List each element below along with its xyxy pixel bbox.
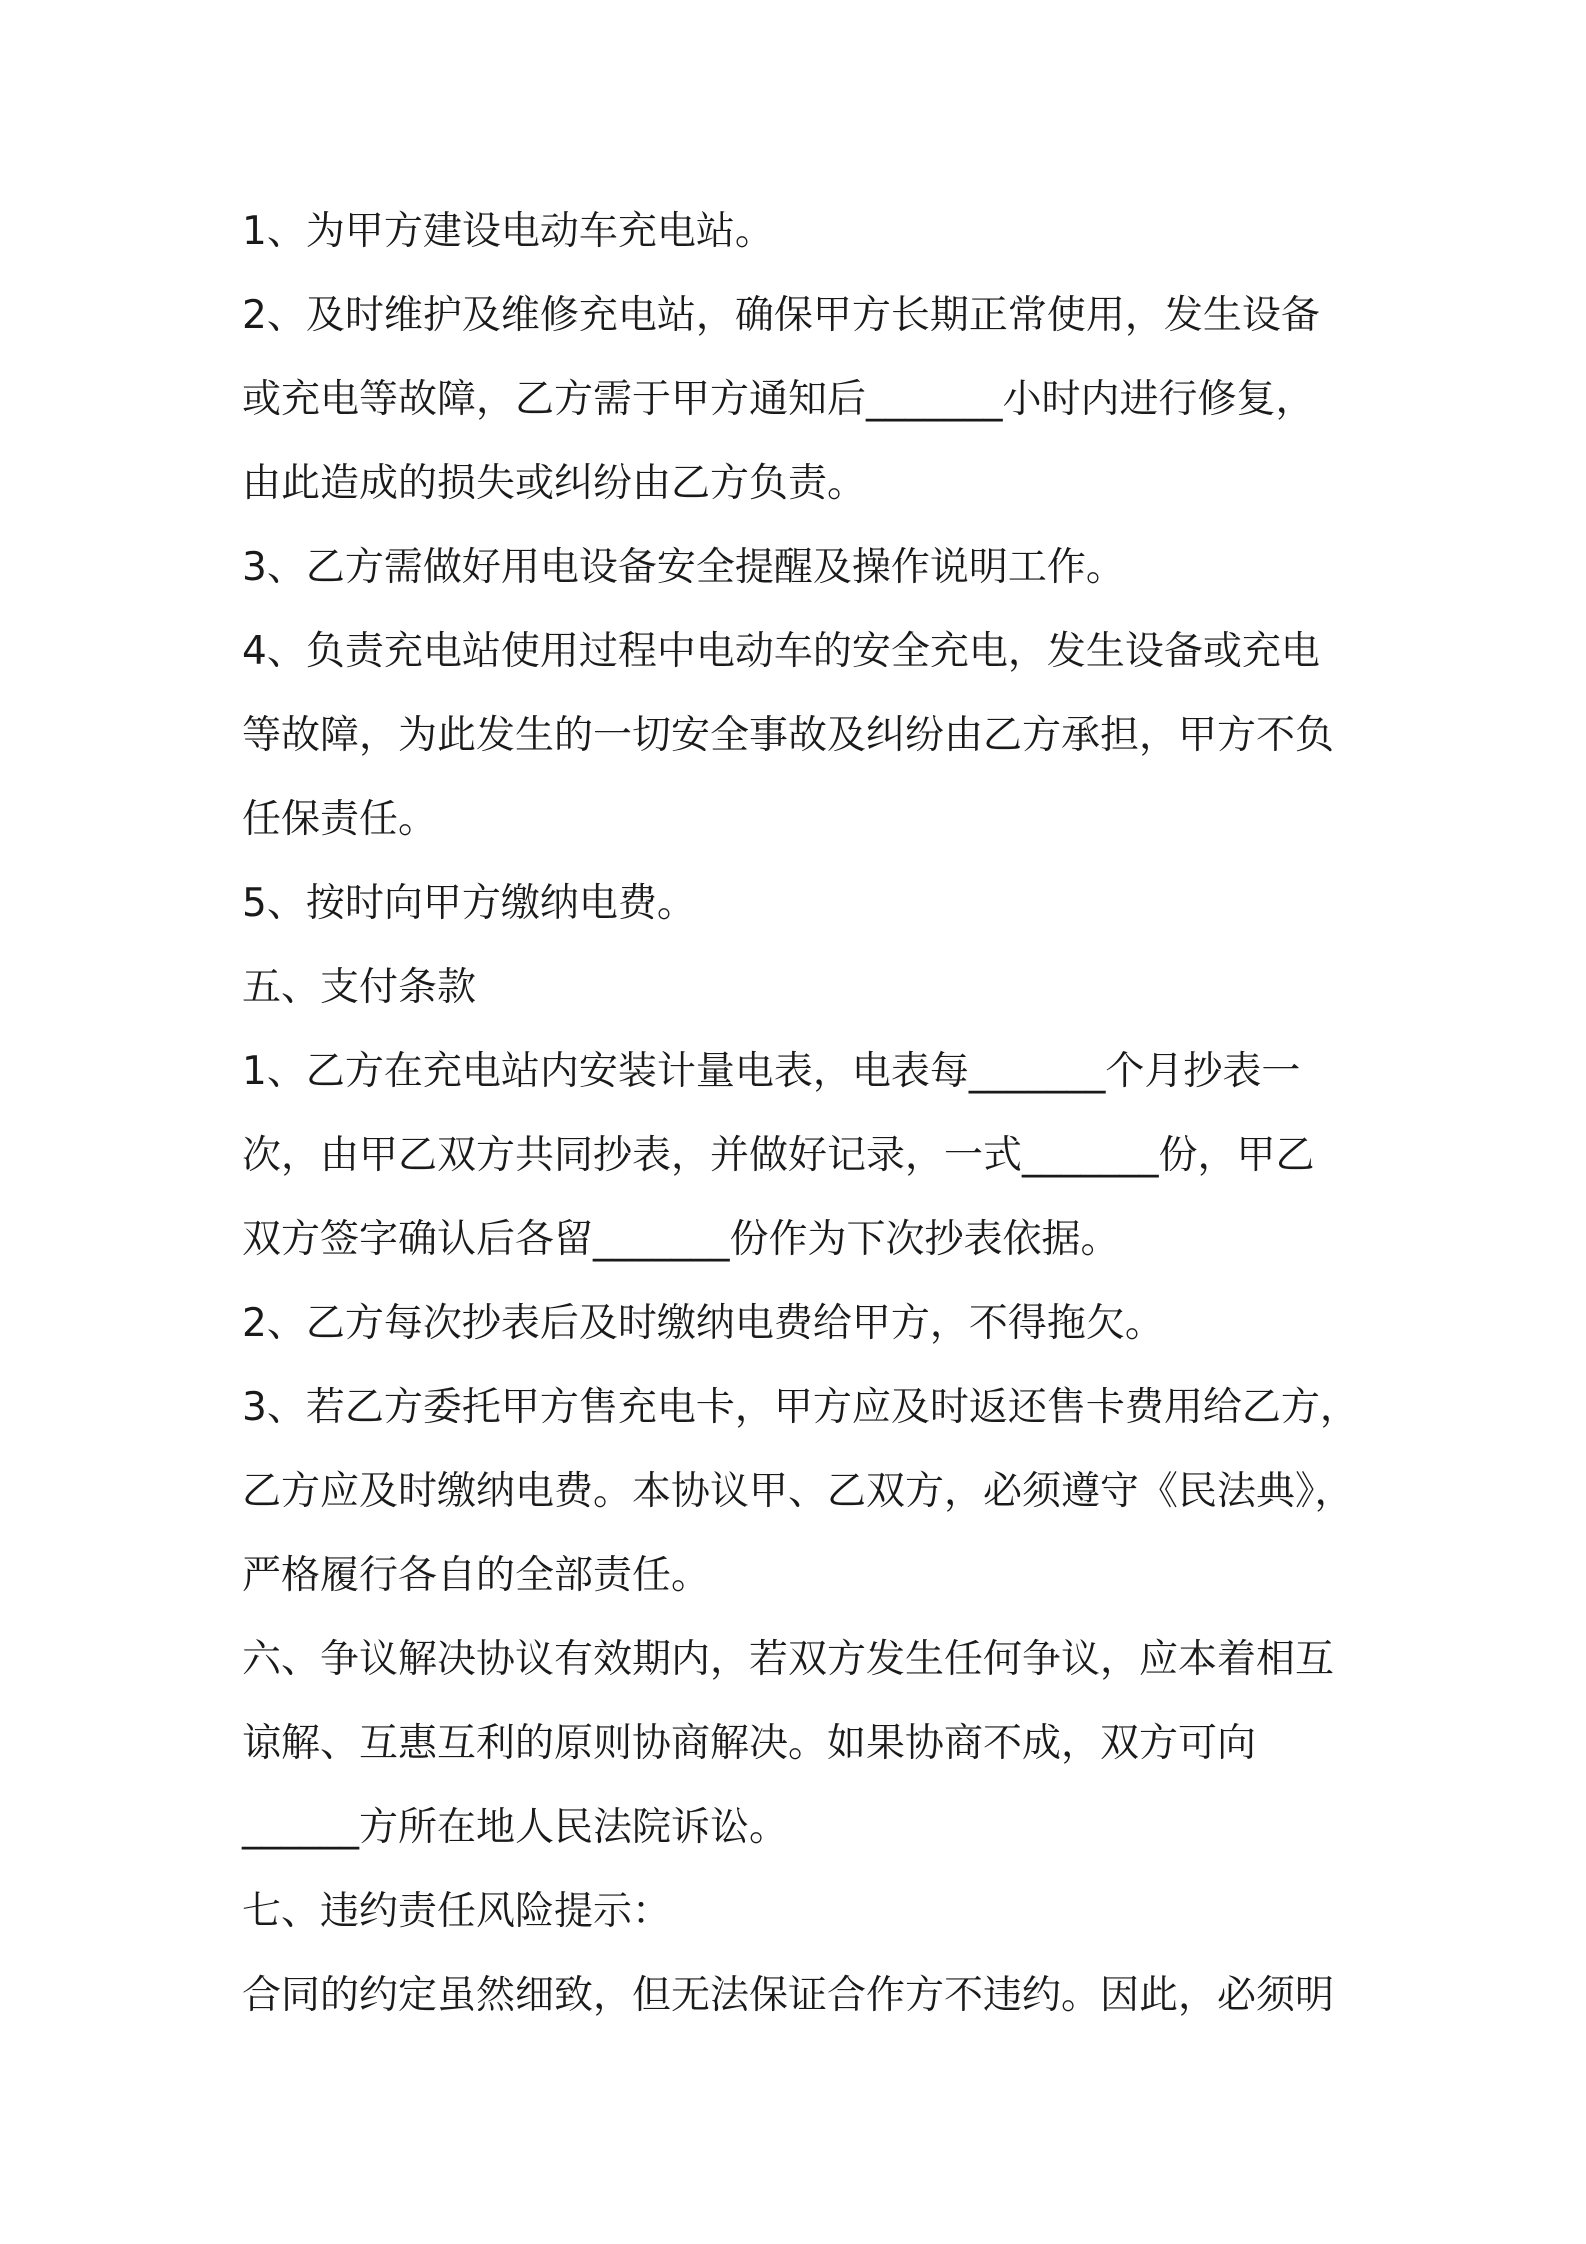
payment-clause-1 — [242, 1030, 1362, 1282]
text-line: 等故障，为此发生的一切安全事故及纠纷由乙方承担，甲方不负 — [242, 713, 1335, 758]
section-title: 七、违约责任风险提示： — [242, 1889, 672, 1934]
text-line: 谅解、互惠互利的原则协商解决。如果协商不成，双方可向 — [242, 1721, 1257, 1766]
clause-item-1 — [242, 190, 1362, 274]
text-line: 合同的约定虽然细致，但无法保证合作方不违约。因此，必须明 — [242, 1973, 1335, 2018]
section-heading-payment-terms — [242, 946, 1362, 1030]
text-line: 2、及时维护及维修充电站，确保甲方长期正常使用，发生设备 — [242, 293, 1320, 338]
text-line: 任保责任。 — [242, 797, 438, 842]
clause-item-3 — [242, 526, 1362, 610]
section-heading-liability — [242, 1870, 1362, 1954]
text-line: 六、争议解决协议有效期内，若双方发生任何争议，应本着相互 — [242, 1637, 1335, 1682]
text-line: 1、为甲方建设电动车充电站。 — [242, 209, 774, 254]
payment-clause-3 — [242, 1366, 1362, 1618]
text-line: 2、乙方每次抄表后及时缴纳电费给甲方，不得拖欠。 — [242, 1301, 1164, 1346]
text-line: 或充电等故障，乙方需于甲方通知后_______小时内进行修复， — [242, 377, 1315, 422]
document-body — [242, 190, 1362, 2038]
text-line: 由此造成的损失或纠纷由乙方负责。 — [242, 461, 867, 506]
text-line: 1、乙方在充电站内安装计量电表，电表每_______个月抄表一 — [242, 1049, 1301, 1094]
clause-item-2 — [242, 274, 1362, 526]
liability-paragraph — [242, 1954, 1362, 2038]
text-line: ______方所在地人民法院诉讼。 — [242, 1805, 789, 1850]
text-line: 5、按时向甲方缴纳电费。 — [242, 881, 696, 926]
text-line: 次，由甲乙双方共同抄表，并做好记录，一式_______份，甲乙 — [242, 1133, 1315, 1178]
clause-item-4 — [242, 610, 1362, 862]
text-line: 严格履行各自的全部责任。 — [242, 1553, 711, 1598]
section-title: 五、支付条款 — [242, 965, 477, 1010]
text-line: 4、负责充电站使用过程中电动车的安全充电，发生设备或充电 — [242, 629, 1320, 674]
text-line: 乙方应及时缴纳电费。本协议甲、乙双方，必须遵守《民法典》， — [242, 1469, 1354, 1514]
payment-clause-2 — [242, 1282, 1362, 1366]
text-line: 3、若乙方委托甲方售充电卡，甲方应及时返还售卡费用给乙方， — [242, 1385, 1359, 1430]
text-line: 3、乙方需做好用电设备安全提醒及操作说明工作。 — [242, 545, 1125, 590]
text-line: 双方签字确认后各留_______份作为下次抄表依据。 — [242, 1217, 1120, 1262]
clause-item-5 — [242, 862, 1362, 946]
section-dispute-resolution — [242, 1618, 1362, 1870]
